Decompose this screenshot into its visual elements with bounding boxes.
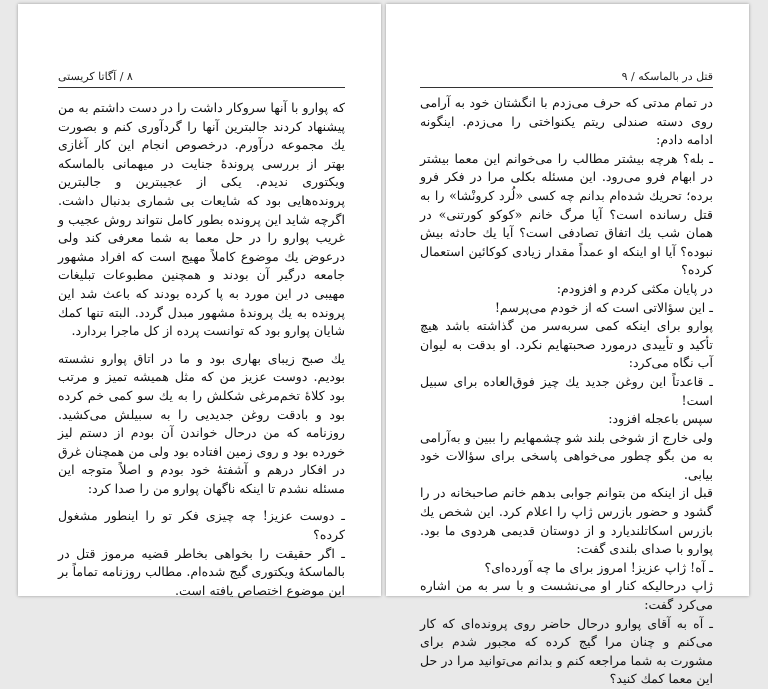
left-page — [18, 4, 381, 596]
paragraph: ـ اگر حقیقت را بخواهی بخاطر قضیه مرموز قتل در بالماسکهٔ ویکتوری گیج شده‌ام. مطالب روزنامه تماماً بر این موضوع اختصاص یافته است. — [58, 545, 345, 598]
right-page-header-text: قتل در بالماسکه / ۹ — [621, 70, 713, 83]
paragraph: ـ بله؟ هرچه بیشتر مطالب را می‌خوانم این معما بیشتر در ابهام فرو می‌رود. این مسئله بکلی مرا در فکر فرو برده؛ تحریك شده‌ام بدانم چه کسی «لُرد کرونْشا» را به قتل رسانده است؟ آیا مرگ خانم «کوکو کورتنی» در همان شب یك اتفاق تصادفی است؟ آیا یك حادثه بیش نبوده؟ آیا او اینکه او عمداً مقدار زیادی کوکائین استعمال کرده؟ — [420, 150, 713, 278]
paragraph: ـ آه به آقای پوارو درحال حاضر روی پرونده‌ای که کار می‌کنم و چنان مرا گیج کرده که مجبور شدم برای مشورت به شما مراجعه کنم و بدانم می‌توانید مرا در حل این معما کمك کنید؟ — [420, 615, 713, 687]
paragraph: در تمام مدتی که حرف می‌زدم با انگشتان خود به آرامی روی دسته صندلی ریتم یکنواختی را می‌زدم. اینگونه ادامه دادم: — [420, 95, 713, 148]
right-page — [386, 4, 749, 687]
paragraph: که پوارو با آنها سروکار داشت را در دست داشتم به من پیشنهاد کردند جالبترین آنها را گردآوری کنم و بصورت یك مجموعه درآورم. درخصوص انجام این کار آغازی بهتر از بررسی پروندهٔ جنایت در میهمانی بالماسکه ویکتوری ندیدم. یکی از عجیبترین و جالبترین پرونده‌هایی بود که شایعات بی شماری بدنبال داشت. اگرچه شاید این پرونده بطور کامل نتواند روش عجیب و غریب پوارو را در حل معما به شما معرفی کند ولی درعوض یك موضوع کاملاً مهیج است که افراد مشهور جامعه درگیر آن بودند و همچنین مطبوعات تبلیغات مهیبی در این مورد به پا کرده بودند که باعث شد این پرونده به یك پروندهٔ مشهور مبدل گردد. البته تنها کمك شایان پوارو بود که توانست پرده از کل ماجرا بردارد. — [58, 100, 345, 339]
paragraph: پوارو برای اینکه کمی سربه‌سر من گذاشته باشد هیچ تأکید و تأییدی درمورد صحبتهایم نکرد. او بدقت به لیوان آب نگاه می‌کرد: — [420, 318, 713, 371]
header-rule — [420, 87, 713, 88]
left-page-header-text: ۸ / آگاتا کریستی — [58, 70, 133, 83]
paragraph: قبل از اینکه من بتوانم جوابی بدهم خانم صاحبخانه در را گشود و حضور بازرس ژاپ را اعلام کرد. این شخص یك بازرس اسکاتلندیارد و از دوستان قدیمی هردوی ما بود. پوارو با صدای بلندی گفت: — [420, 485, 713, 557]
paragraph: ـ این سؤالاتی است که از خودم می‌پرسم! — [494, 299, 713, 315]
right-page-body — [420, 94, 713, 689]
header-rule — [58, 87, 345, 88]
paragraph: ـ قاعدتاً این روغن جدید یك چیز فوق‌العاده برای سبیل است! — [420, 373, 713, 408]
left-page-header — [18, 70, 381, 86]
right-page-header — [386, 70, 749, 86]
paragraph: سپس باعجله افزود: — [608, 411, 713, 427]
paragraph: ـ دوست عزیز! چه چیزی فکر تو را اینطور مشغول کرده؟ — [58, 508, 345, 543]
paragraph: در پایان مکثی کردم و افزودم: — [556, 280, 713, 296]
paragraph: ژاپ درحالیکه کنار او می‌نشست و با سر به من اشاره می‌کرد گفت: — [420, 578, 713, 613]
left-page-body — [58, 99, 345, 600]
paragraph: یك صبح زیبای بهاری بود و ما در اتاق پوارو نشسته بودیم. دوست عزیز من که مثل همیشه تمیز و مرتب بود کلاهٔ تخم‌مرغی شکلش را به یك سو کمی خم کرده بود و بادقت روغن جدیدیی را به سبیلش می‌کشید. روزنامه که من درحال خواندن آن بودم از دستم لیز خورده بود و روی زمین افتاده بود ولی من همچنان غرق در افکار درهم و آشفتهٔ خود بودم و اصلاً متوجه این مسئله نشدم تا اینکه ناگهان پوارو من را صدا کرد: — [58, 350, 345, 496]
paragraph: ـ آه! ژاپ عزیز! امروز برای ما چه آورده‌ای؟ — [484, 559, 713, 575]
paragraph: ولی خارج از شوخی بلند شو چشمهایم را ببین و به‌آرامی به من بگو چطور می‌خواهی پاسخی برای سؤالات خود بیابی. — [420, 429, 713, 482]
